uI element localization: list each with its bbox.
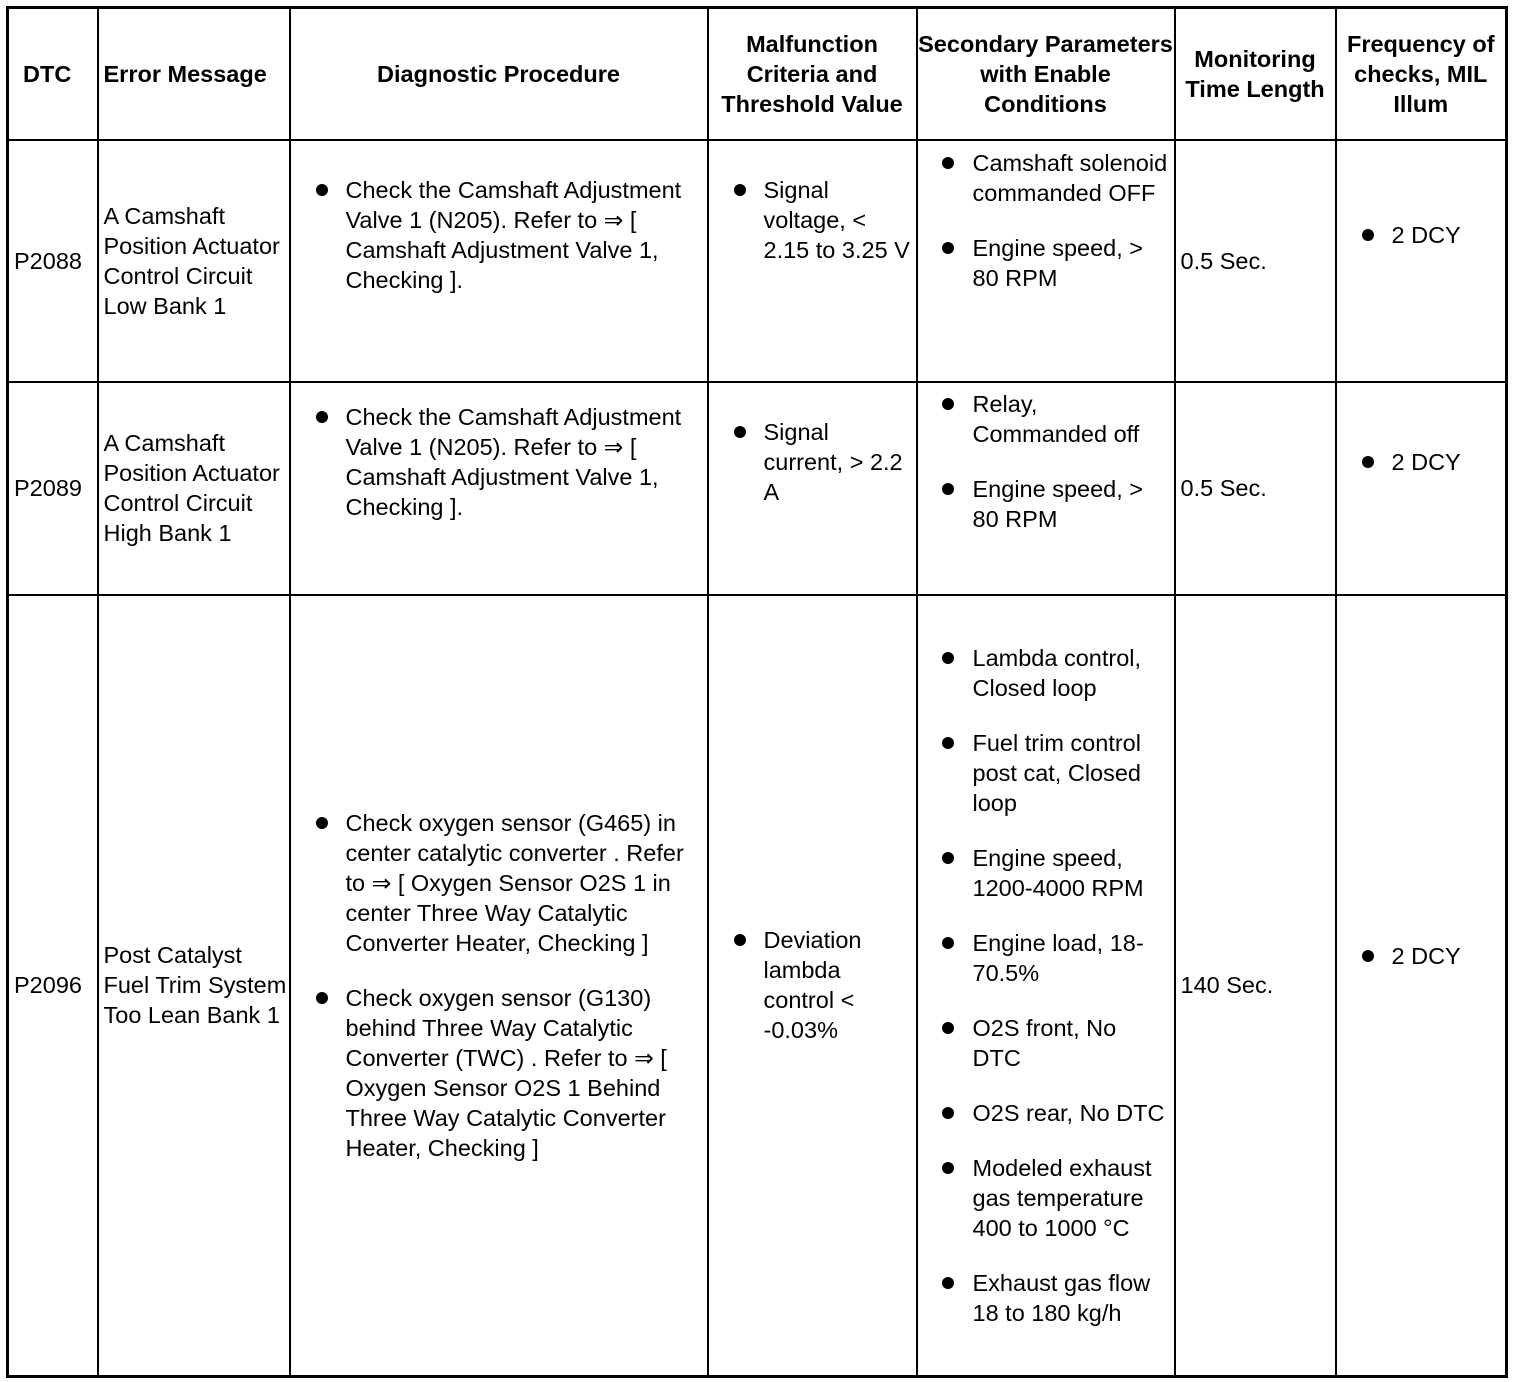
criteria-item: Signal voltage, < 2.15 to 3.25 V	[709, 175, 916, 265]
dtc-table	[6, 6, 1508, 1378]
procedure-item: Check the Camshaft Adjustment Valve 1 (N205). Refer to ⇒ [ Camshaft Adjustment Valve 1, Checking ].	[291, 175, 703, 295]
error-message: A Camshaft Position Actuator Control Circuit High Bank 1	[98, 382, 290, 595]
secondary-parameters	[917, 595, 1175, 1377]
table-row	[8, 140, 1507, 382]
table-row	[8, 595, 1507, 1377]
header-monitoring-time: Monitoring Time Length	[1175, 8, 1336, 140]
criteria-item: Signal current, > 2.2 A	[709, 417, 916, 507]
secondary-item: Modeled exhaust gas temperature 400 to 1000 °C	[918, 1153, 1174, 1243]
monitoring-time: 0.5 Sec.	[1175, 140, 1336, 382]
error-message: Post Catalyst Fuel Trim System Too Lean Bank 1	[98, 595, 290, 1377]
frequency	[1336, 595, 1507, 1377]
secondary-item: Exhaust gas flow 18 to 180 kg/h	[918, 1268, 1174, 1328]
monitoring-time: 140 Sec.	[1175, 595, 1336, 1377]
criteria-item: Deviation lambda control < -0.03%	[709, 925, 916, 1045]
table-row	[8, 382, 1507, 595]
diagnostic-procedure	[290, 382, 708, 595]
diagnostic-procedure	[290, 595, 708, 1377]
malfunction-criteria	[708, 140, 917, 382]
secondary-item: Camshaft solenoid commanded OFF	[918, 148, 1174, 208]
header-dtc: DTC	[8, 8, 98, 140]
secondary-item: Relay, Commanded off	[918, 389, 1174, 449]
header-error-message: Error Message	[98, 8, 290, 140]
diagnostic-procedure	[290, 140, 708, 382]
dtc-code: P2096	[8, 595, 98, 1377]
malfunction-criteria	[708, 595, 917, 1377]
secondary-item: Engine speed, > 80 RPM	[918, 474, 1174, 534]
secondary-parameters	[917, 140, 1175, 382]
header-frequency: Frequency of checks, MIL Illum	[1336, 8, 1507, 140]
secondary-item: O2S front, No DTC	[918, 1013, 1174, 1073]
dtc-code: P2089	[8, 382, 98, 595]
frequency-item: 2 DCY	[1337, 447, 1506, 477]
frequency-item: 2 DCY	[1337, 220, 1506, 250]
frequency	[1336, 382, 1507, 595]
secondary-item: Lambda control, Closed loop	[918, 643, 1174, 703]
secondary-parameters	[917, 382, 1175, 595]
header-diagnostic-procedure: Diagnostic Procedure	[290, 8, 708, 140]
dtc-code: P2088	[8, 140, 98, 382]
frequency	[1336, 140, 1507, 382]
secondary-item: Engine load, 18-70.5%	[918, 928, 1174, 988]
header-malfunction-criteria: Malfunction Criteria and Threshold Value	[708, 8, 917, 140]
procedure-item: Check oxygen sensor (G465) in center catalytic converter . Refer to ⇒ [ Oxygen Sensor O2S 1 in center Three Way Catalytic Converter Heater, Checking ]	[291, 808, 703, 958]
secondary-item: Fuel trim control post cat, Closed loop	[918, 728, 1174, 818]
secondary-item: O2S rear, No DTC	[918, 1098, 1174, 1128]
monitoring-time: 0.5 Sec.	[1175, 382, 1336, 595]
malfunction-criteria	[708, 382, 917, 595]
procedure-item: Check oxygen sensor (G130) behind Three Way Catalytic Converter (TWC) . Refer to ⇒ [ Oxygen Sensor O2S 1 Behind Three Way Catalytic Converter Heater, Checking ]	[291, 983, 703, 1163]
header-row	[8, 8, 1507, 140]
procedure-item: Check the Camshaft Adjustment Valve 1 (N205). Refer to ⇒ [ Camshaft Adjustment Valve 1, Checking ].	[291, 402, 703, 522]
error-message: A Camshaft Position Actuator Control Circuit Low Bank 1	[98, 140, 290, 382]
frequency-item: 2 DCY	[1337, 941, 1506, 971]
secondary-item: Engine speed, > 80 RPM	[918, 233, 1174, 293]
secondary-item: Engine speed, 1200-4000 RPM	[918, 843, 1174, 903]
header-secondary-parameters: Secondary Parameters with Enable Conditions	[917, 8, 1175, 140]
